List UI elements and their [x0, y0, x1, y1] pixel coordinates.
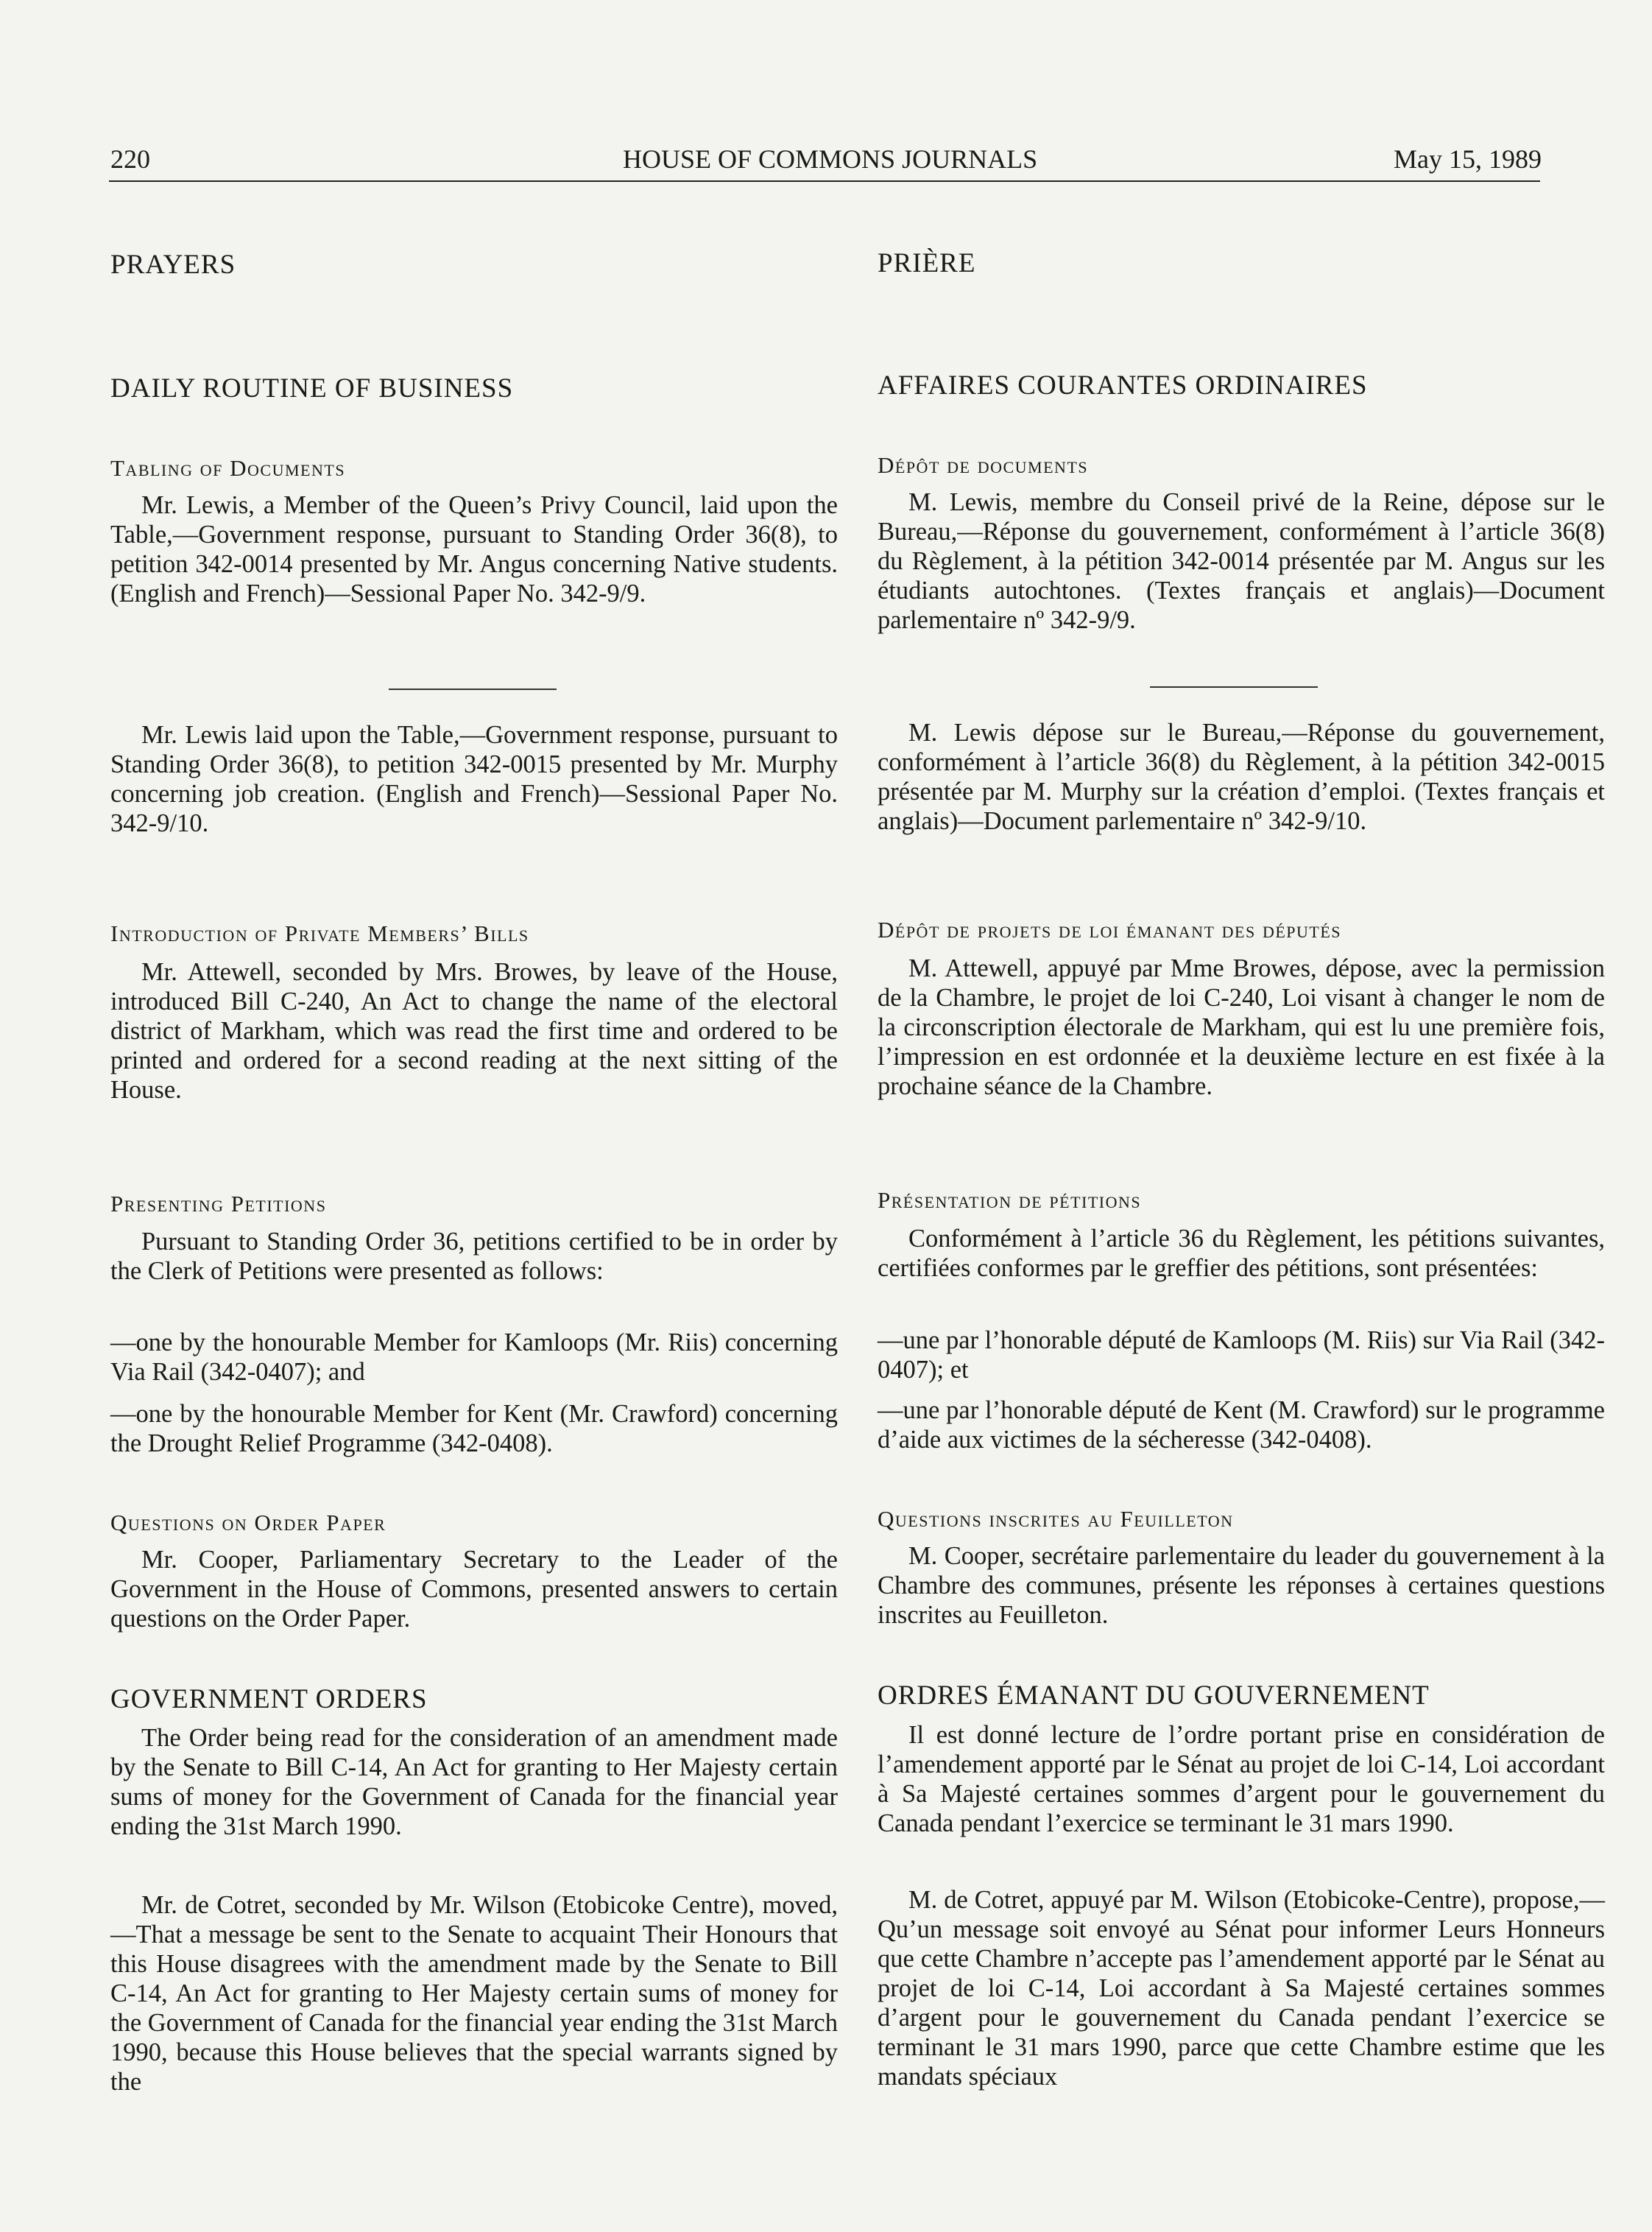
prayers-heading: PRIÈRE [878, 248, 976, 278]
bills-paragraph: Mr. Attewell, seconded by Mrs. Browes, by leave of the House, introduced Bill C-240, An Act to change the name of the electoral district of Markham, which was read the first time and ordered to be printed and ordered for a second reading at the next sitting of the House. [110, 958, 838, 1104]
petitions-paragraph: Conformément à l’article 36 du Règlement, les pétitions suivantes, certifiées conformes par le greffier des pétitions, sont présentées: [878, 1225, 1605, 1282]
prayers-heading: PRAYERS [110, 250, 236, 280]
journal-title: HOUSE OF COMMONS JOURNALS [623, 144, 1038, 174]
government-orders-heading: GOVERNMENT ORDERS [110, 1684, 428, 1714]
questions-heading: Questions inscrites au Feuilleton [878, 1506, 1234, 1532]
bills-heading: Introduction of Private Members’ Bills [110, 920, 529, 946]
petition-item: —une par l’honorable député de Kamloops (M. Riis) sur Via Rail (342-0407); et [878, 1326, 1606, 1384]
petition-item: —one by the honourable Member for Kent (Mr. Crawford) concerning the Drought Relief Programme (342-0408). [110, 1400, 838, 1457]
journal-date: May 15, 1989 [1394, 144, 1542, 174]
header-rule [109, 180, 1540, 182]
questions-paragraph: Mr. Cooper, Parliamentary Secretary to the Leader of the Government in the House of Commons, presented answers to certain questions on the Order Paper. [110, 1546, 838, 1633]
tabling-heading: Dépôt de documents [878, 452, 1089, 478]
government-orders-paragraph-1: Il est donné lecture de l’ordre portant prise en considération de l’amendement apporté par le Sénat au projet de loi C-14, Loi accordant à Sa Majesté certaines sommes d’argent pour le gouvernement du Canada pendant l’exercice se terminant le 31 mars 1990. [878, 1721, 1605, 1837]
bills-paragraph: M. Attewell, appuyé par Mme Browes, dépose, avec la permission de la Chambre, le projet de loi C-240, Loi visant à changer le nom de la circonscription électorale de Markham, qui est lu une première fois, l’impression en est ordonnée et la deuxième lecture en est fixée à la prochaine séance de la Chambre. [878, 954, 1605, 1100]
routine-heading: AFFAIRES COURANTES ORDINAIRES [878, 370, 1368, 401]
tabling-paragraph-1: Mr. Lewis, a Member of the Queen’s Privy Council, laid upon the Table,—Government response, pursuant to Standing Order 36(8), to petition 342-0014 presented by Mr. Angus concerning Native students. (English and French)—Sessional Paper No. 342-9/9. [110, 491, 838, 608]
petitions-heading: Presenting Petitions [110, 1191, 327, 1217]
government-orders-paragraph-1: The Order being read for the consideration of an amendment made by the Senate to Bill C-14, An Act for granting to Her Majesty certain sums of money for the Government of Canada for the financial year ending the 31st March 1990. [110, 1724, 838, 1840]
questions-paragraph: M. Cooper, secrétaire parlementaire du leader du gouvernement à la Chambre des communes, présente les réponses à certaines questions inscrites au Feuilleton. [878, 1542, 1605, 1629]
petition-item: —une par l’honorable député de Kent (M. Crawford) sur le programme d’aide aux victimes de la sécheresse (342-0408). [878, 1396, 1605, 1454]
tabling-paragraph-1: M. Lewis, membre du Conseil privé de la Reine, dépose sur le Bureau,—Réponse du gouvernement, conformément à l’article 36(8) du Règlement, à la pétition 342-0014 présentée par M. Angus sur les étudiants autochtones. (Textes français et anglais)—Document parlementaire nº 342-9/9. [878, 488, 1605, 634]
government-orders-heading: ORDRES ÉMANANT DU GOUVERNEMENT [878, 1680, 1430, 1711]
petitions-paragraph: Pursuant to Standing Order 36, petitions certified to be in order by the Clerk of Petitions were presented as follows: [110, 1228, 838, 1285]
government-orders-paragraph-2: Mr. de Cotret, seconded by Mr. Wilson (Etobicoke Centre), moved,—That a message be sent to the Senate to acquaint Their Honours that this House disagrees with the amendment made by the Senate to Bill C-14, An Act for granting to Her Majesty certain sums of money for the Government of Canada for the financial year ending the 31st March 1990, because this House believes that the special warrants signed by the [110, 1891, 838, 2096]
separator-rule [1150, 686, 1318, 688]
government-orders-paragraph-2: M. de Cotret, appuyé par M. Wilson (Etobicoke-Centre), propose,—Qu’un message soit envoyé au Sénat pour informer Leurs Honneurs que cette Chambre n’accepte pas l’amendement apporté par le Sénat au projet de loi C-14, Loi accordant à Sa Majesté certaines sommes d’argent pour le gouvernement du Canada pendant l’exercice se terminant le 31 mars 1990, parce que cette Chambre estime que les mandats spéciaux [878, 1886, 1605, 2091]
bills-heading: Dépôt de projets de loi émanant des députés [878, 917, 1342, 943]
page-number: 220 [110, 144, 150, 174]
petition-item: —one by the honourable Member for Kamloops (Mr. Riis) concerning Via Rail (342-0407); and [110, 1328, 838, 1386]
tabling-paragraph-2: M. Lewis dépose sur le Bureau,—Réponse du gouvernement, conformément à l’article 36(8) du Règlement, à la pétition 342-0015 présentée par M. Murphy sur la création d’emploi. (Textes français et anglais)—Document parlementaire nº 342-9/10. [878, 719, 1605, 835]
separator-rule [389, 689, 557, 690]
tabling-paragraph-2: Mr. Lewis laid upon the Table,—Government response, pursuant to Standing Order 36(8), to petition 342-0015 presented by Mr. Murphy concerning job creation. (English and French)—Sessional Paper No. 342-9/10. [110, 721, 838, 837]
routine-heading: DAILY ROUTINE OF BUSINESS [110, 373, 514, 404]
tabling-heading: Tabling of Documents [110, 455, 346, 481]
petitions-heading: Présentation de pétitions [878, 1187, 1142, 1213]
questions-heading: Questions on Order Paper [110, 1510, 386, 1535]
